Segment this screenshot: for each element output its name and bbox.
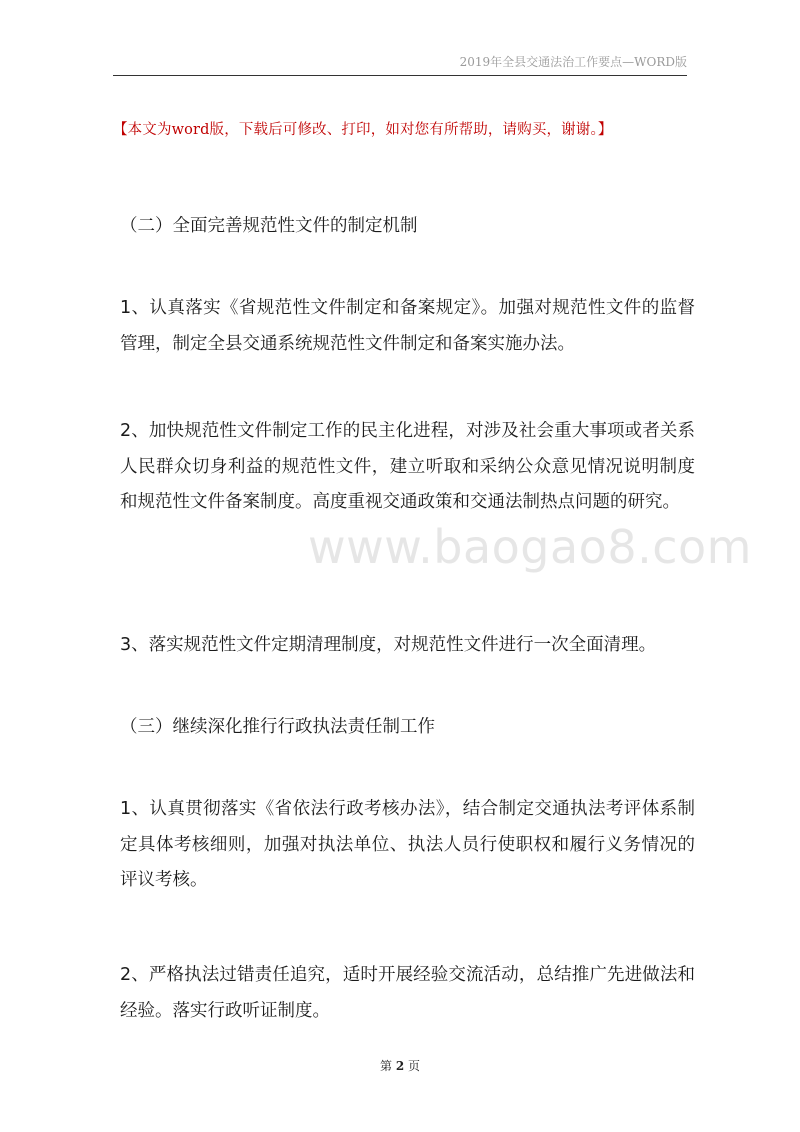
paragraph-3-1: 1、认真贯彻落实《省依法行政考核办法》，结合制定交通执法考评体系制定具体考核细则，加强对执法单位、执法人员行使职权和履行义务情况的评议考核。	[120, 799, 695, 890]
paragraph-3-2: 2、严格执法过错责任追究，适时开展经验交流活动，总结推广先进做法和经验。落实行政听证制度。	[120, 965, 695, 1021]
page-prefix: 第	[379, 1059, 392, 1073]
page-footer	[0, 1057, 800, 1074]
page-number: 2	[395, 1059, 405, 1073]
page-suffix: 页	[408, 1059, 421, 1073]
section-heading-3: （三）继续深化推行行政执法责任制工作	[120, 717, 435, 737]
paragraph-2-2: 2、加快规范性文件制定工作的民主化进程，对涉及社会重大事项或者关系人民群众切身利益的规范性文件，建立听取和采纳公众意见情况说明制度和规范性文件备案制度。高度重视交通政策和交通法制热点问题的研究。	[120, 421, 695, 512]
paragraph-2-3: 3、落实规范性文件定期清理制度，对规范性文件进行一次全面清理。	[120, 635, 657, 655]
section-heading-2: （二）全面完善规范性文件的制定机制	[120, 216, 418, 236]
running-header: 2019年全县交通法治工作要点—WORD版	[459, 55, 687, 69]
watermark: www.baogao8.com	[308, 520, 752, 574]
paragraph-2-1: 1、认真落实《省规范性文件制定和备案规定》。加强对规范性文件的监督管理，制定全县交通系统规范性文件制定和备案实施办法。	[120, 298, 695, 354]
header-divider	[113, 75, 687, 76]
purchase-notice: 【本文为word版，下载后可修改、打印，如对您有所帮助，请购买，谢谢。】	[113, 122, 613, 138]
